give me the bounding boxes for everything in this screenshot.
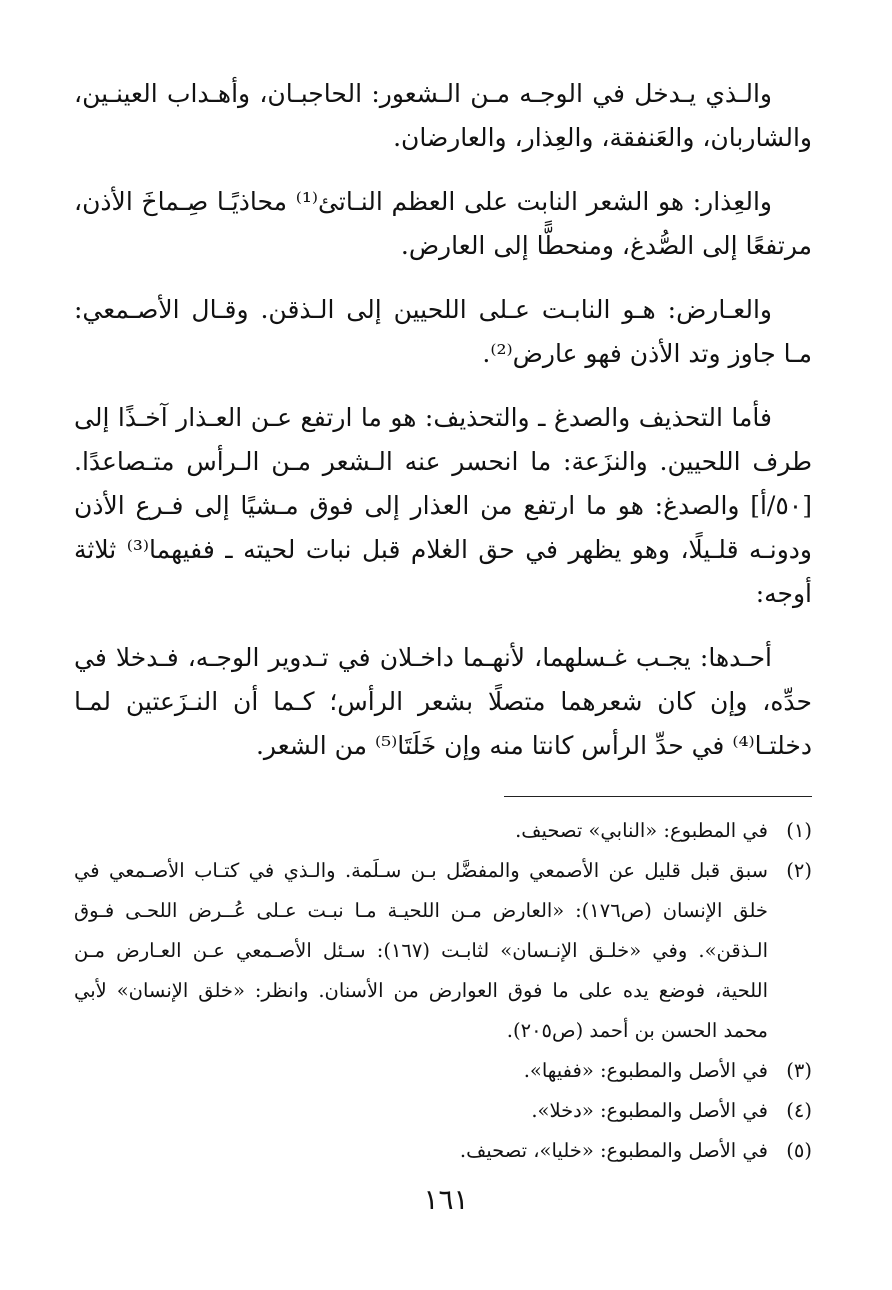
footnote — [74, 851, 812, 1051]
page-number: ١٦١ — [423, 1183, 469, 1216]
footnote-number: (٥) — [786, 1139, 812, 1162]
paragraph: والـذي يـدخل في الوجـه مـن الـشعور: الحاجبـان، وأهـداب العينـين، والشاربان، والعَنفقة، والعِذار، والعارضان. — [74, 79, 812, 152]
footnote-number: (٢) — [786, 859, 812, 882]
footnote-text: في الأصل والمطبوع: «دخلا». — [531, 1099, 768, 1122]
footnote-number: (٣) — [786, 1059, 812, 1082]
footnote-number: (٤) — [786, 1099, 812, 1122]
main-text — [74, 72, 812, 768]
footnote — [74, 811, 812, 851]
footnote-text: في الأصل والمطبوع: «ففيها». — [523, 1059, 768, 1082]
footnotes — [74, 811, 812, 1171]
footnote-text: في المطبوع: «النابي» تصحيف. — [515, 819, 768, 842]
footnote — [74, 1091, 812, 1131]
footnote-number: (١) — [786, 819, 812, 842]
footnote — [74, 1051, 812, 1091]
footnote — [74, 1131, 812, 1171]
footnote-text: سبق قبل قليل عن الأصمعي والمفضَّل بـن سـلَمة. والـذي في كتـاب الأصـمعي في خلق الإنسان (ص١٧٦): «العارض مـن اللحيـة مـا نبـت عـلى عُــرض اللحـى فـوق الـذقن». وفي «خلـق الإنـسان» لثابـت (١٦٧): سـئل الأصـمعي عـن العـارض مـن اللحية، فوضع يده على ما فوق العوارض من الأسنان. وانظر: «خلق الإنسان» لأبي محمد الحسن بن أحمد (ص٢٠٥). — [74, 859, 768, 1042]
footnote-separator — [504, 796, 812, 797]
paragraph: والعـارض: هـو النابـت عـلى اللحيين إلى الـذقن. وقـال الأصـمعي: مـا جاوز وتد الأذن فهو عارض⁽²⁾. — [74, 295, 812, 368]
footnote-text: في الأصل والمطبوع: «خليا»، تصحيف. — [459, 1139, 768, 1162]
paragraph: فأما التحذيف والصدغ ـ والتحذيف: هو ما ارتفع عـن العـذار آخـذًا إلى طرف اللحيين. والنزَعة: ما انحسر عنه الـشعر مـن الـرأس متـصاعدًا. [٥٠/أ] والصدغ: هو ما ارتفع من العذار إلى فوق مـشيًا إلى فـرع الأذن ودونـه قلـيلًا، وهو يظهر في حق الغلام قبل نبات لحيته ـ ففيهما⁽³⁾ ثلاثة أوجه: — [74, 403, 812, 608]
paragraph: والعِذار: هو الشعر النابت على العظم النـاتئ⁽¹⁾ محاذيًـا صِـماخَ الأذن، مرتفعًا إلى الصُّدغ، ومنحطًّا إلى العارض. — [74, 187, 812, 260]
paragraph: أحـدها: يجـب غـسلهما، لأنهـما داخـلان في تـدوير الوجـه، فـدخلا في حدِّه، وإن كان شعرهما متصلًا بشعر الرأس؛ كـما أن النـزَعتين لمـا دخلتـا⁽⁴⁾ في حدِّ الرأس كانتا منه وإن خَلَتَا⁽⁵⁾ من الشعر. — [74, 643, 812, 760]
